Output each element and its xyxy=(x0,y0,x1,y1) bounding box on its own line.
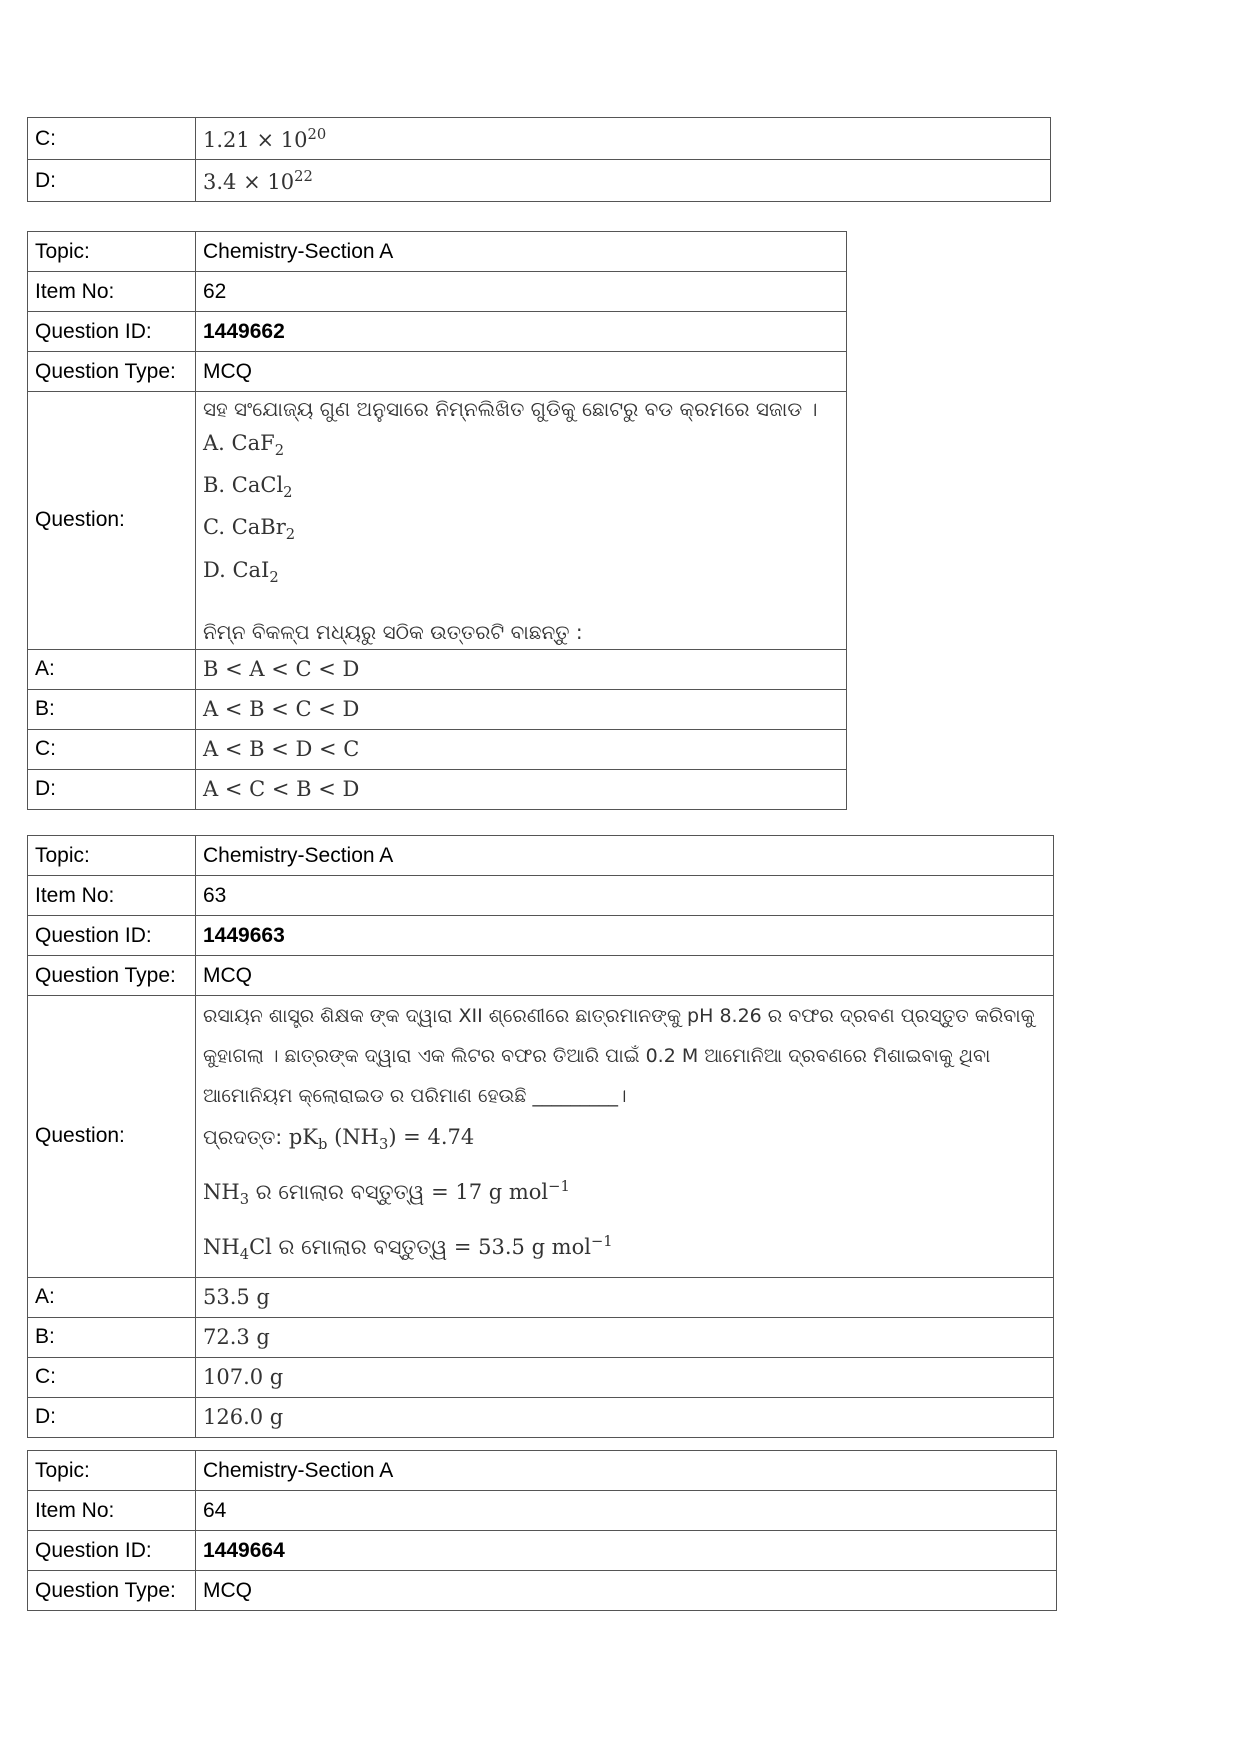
option-row-b xyxy=(28,1317,1054,1357)
option-value: $1.21 \times 10^{20}$ xyxy=(196,118,1051,160)
option-label: A: xyxy=(28,649,196,689)
question-type-label: Question Type: xyxy=(28,1571,196,1611)
question-type-row xyxy=(28,956,1054,996)
option-value: 53.5 g xyxy=(196,1277,1054,1317)
option-label: D: xyxy=(28,1397,196,1437)
topic-value: Chemistry-Section A xyxy=(196,232,847,272)
topic-row xyxy=(28,1451,1057,1491)
option-label: C: xyxy=(28,118,196,160)
question-type-row xyxy=(28,1571,1057,1611)
question-id-row xyxy=(28,1531,1057,1571)
option-row-c xyxy=(28,729,847,769)
item-no-value: 63 xyxy=(196,876,1054,916)
item-no-row xyxy=(28,876,1054,916)
question-item-d: D. CaI$_2$ xyxy=(203,557,279,586)
question-type-row xyxy=(28,352,847,392)
option-row-b xyxy=(28,689,847,729)
option-value: A < C < B < D xyxy=(196,769,847,809)
question-body xyxy=(196,392,847,650)
option-row-d xyxy=(28,160,1051,202)
question-id-label: Question ID: xyxy=(28,916,196,956)
question-line: କୁହାଗଲା । ଛାତ୍ରଙ୍କ ଦ୍ୱାରା ଏକ ଲିଟର ବଫର ତିଆରି ପାଇଁ 0.2 M ଆମୋନିଆ ଦ୍ରବଣରେ ମିଶାଇବାକୁ ଥିବା xyxy=(203,1045,991,1067)
question-id-row xyxy=(28,916,1054,956)
question-line: ରସାୟନ ଶାସ୍ତ୍ର ଶିକ୍ଷକ ଙ୍କ ଦ୍ୱାରା XII ଶ୍ରେଣୀରେ ଛାତ୍ରମାନଙ୍କୁ pH 8.26 ର ବଫର ଦ୍ରବଣ ପ୍ରସ୍ତୁତ କରିବାକୁ xyxy=(203,1005,1035,1027)
option-row-d xyxy=(28,769,847,809)
molar-mass-nh4cl: $NH_4Cl$ ର ମୋଲାର ବସ୍ତୁତ୍ୱ = 53.5 g mol$^{-1}$ xyxy=(203,1233,613,1264)
question-64-table xyxy=(27,1450,1057,1611)
question-body xyxy=(196,996,1054,1278)
topic-row xyxy=(28,836,1054,876)
option-label: B: xyxy=(28,1317,196,1357)
question-label: Question: xyxy=(28,996,196,1278)
option-value: 72.3 g xyxy=(196,1317,1054,1357)
item-no-label: Item No: xyxy=(28,272,196,312)
topic-row xyxy=(28,232,847,272)
option-value: A < B < D < C xyxy=(196,729,847,769)
option-label: C: xyxy=(28,729,196,769)
question-id-row xyxy=(28,312,847,352)
question-id-label: Question ID: xyxy=(28,312,196,352)
question-item-b: B. CaCl$_2$ xyxy=(203,473,293,502)
question-id-label: Question ID: xyxy=(28,1531,196,1571)
topic-label: Topic: xyxy=(28,836,196,876)
option-row-a xyxy=(28,1277,1054,1317)
question-type-label: Question Type: xyxy=(28,956,196,996)
option-value: 126.0 g xyxy=(196,1397,1054,1437)
question-item-a: A. CaF$_2$ xyxy=(203,431,285,460)
option-label: D: xyxy=(28,160,196,202)
question-type-label: Question Type: xyxy=(28,352,196,392)
q61-options-table xyxy=(27,117,1051,202)
question-62-table xyxy=(27,231,847,810)
question-line: ଆମୋନିୟମ କ୍ଲୋରାଇଡ ର ପରିମାଣ ହେଉଛି _________। xyxy=(203,1085,627,1107)
question-item-c: C. CaBr$_2$ xyxy=(203,515,296,544)
question-prompt: ନିମ୍ନ ବିକଳ୍ପ ମଧ୍ୟରୁ ସଠିକ ଉତ୍ତରଟି ବାଛନ୍ତୁ : xyxy=(203,619,583,644)
topic-value: Chemistry-Section A xyxy=(196,1451,1057,1491)
item-no-row xyxy=(28,1491,1057,1531)
option-value: A < B < C < D xyxy=(196,689,847,729)
topic-value: Chemistry-Section A xyxy=(196,836,1054,876)
item-no-row xyxy=(28,272,847,312)
question-63-table xyxy=(27,835,1054,1438)
option-label: C: xyxy=(28,1357,196,1397)
item-no-value: 62 xyxy=(196,272,847,312)
item-no-label: Item No: xyxy=(28,876,196,916)
option-value: B < A < C < D xyxy=(196,649,847,689)
option-label: B: xyxy=(28,689,196,729)
question-intro: ସହ ସଂଯୋଜ୍ୟ ଗୁଣ ଅନୁସାରେ ନିମ୍ନଲିଖିତ ଗୁଡିକୁ ଛୋଟରୁ ବଡ କ୍ରମରେ ସଜାଡ । xyxy=(203,397,818,421)
given-line: ପ୍ରଦତ୍ତ: $pK_b$ $(NH_3) = 4.74$ xyxy=(203,1125,475,1154)
option-label: D: xyxy=(28,769,196,809)
question-id-value: 1449663 xyxy=(196,916,1054,956)
option-row-c xyxy=(28,1357,1054,1397)
question-row xyxy=(28,996,1054,1278)
item-no-label: Item No: xyxy=(28,1491,196,1531)
option-label: A: xyxy=(28,1277,196,1317)
question-type-value: MCQ xyxy=(196,352,847,392)
option-row-c xyxy=(28,118,1051,160)
question-id-value: 1449662 xyxy=(196,312,847,352)
question-row xyxy=(28,392,847,650)
question-label: Question: xyxy=(28,392,196,650)
option-row-d xyxy=(28,1397,1054,1437)
option-value: $3.4 \times 10^{22}$ xyxy=(196,160,1051,202)
item-no-value: 64 xyxy=(196,1491,1057,1531)
option-row-a xyxy=(28,649,847,689)
question-id-value: 1449664 xyxy=(196,1531,1057,1571)
question-type-value: MCQ xyxy=(196,956,1054,996)
molar-mass-nh3: $NH_3$ ର ମୋଲାର ବସ୍ତୁତ୍ୱ = 17 g mol$^{-1}$ xyxy=(203,1178,570,1209)
question-type-value: MCQ xyxy=(196,1571,1057,1611)
option-value: 107.0 g xyxy=(196,1357,1054,1397)
topic-label: Topic: xyxy=(28,232,196,272)
topic-label: Topic: xyxy=(28,1451,196,1491)
